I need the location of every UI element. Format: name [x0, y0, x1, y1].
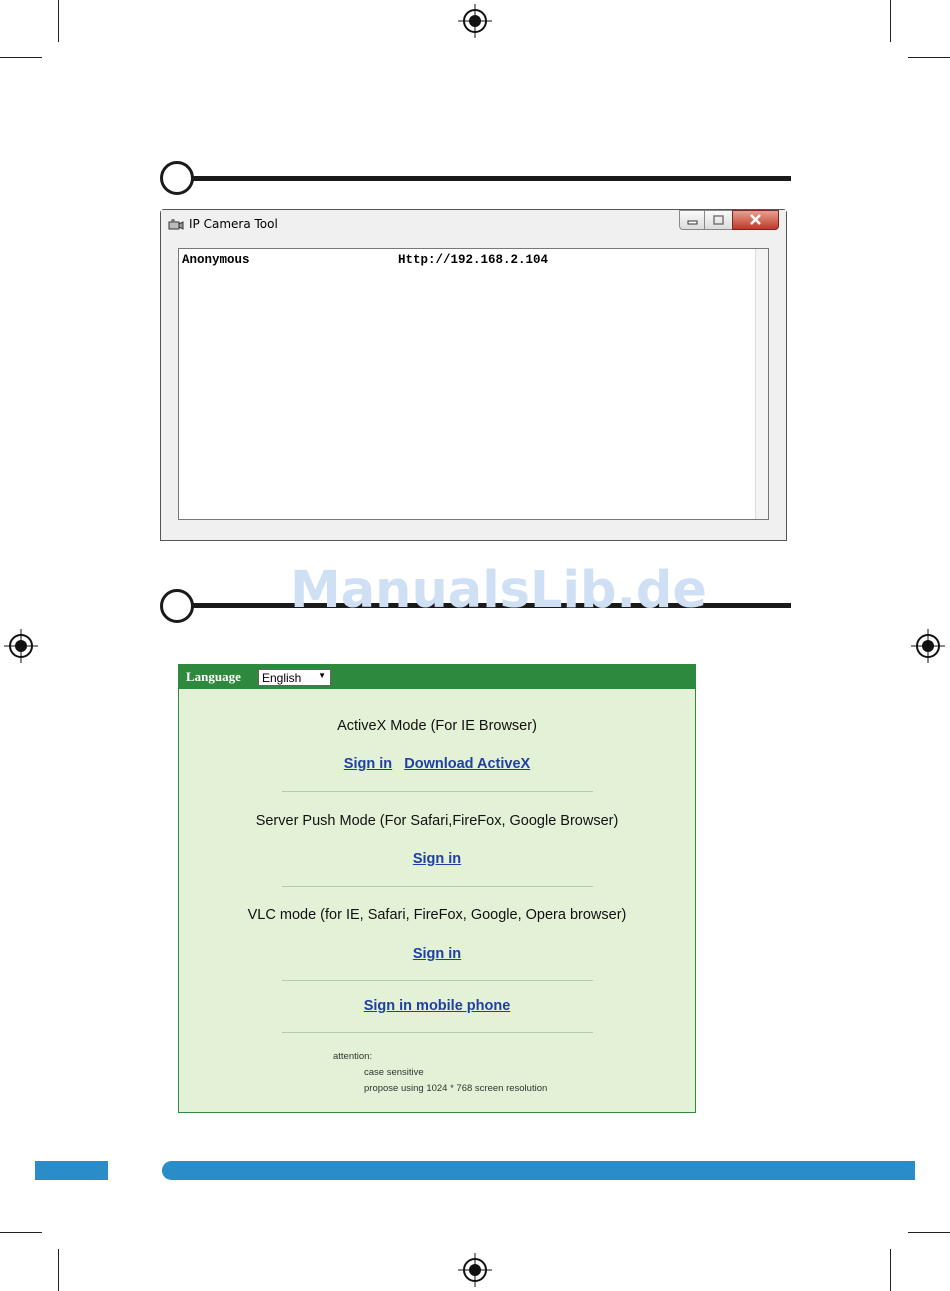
- crop-mark: [58, 1249, 59, 1291]
- mobile-sign-in-link[interactable]: Sign in mobile phone: [363, 998, 511, 1014]
- download-activex-link[interactable]: Download ActiveX: [404, 756, 531, 772]
- ip-camera-tool-window: [160, 209, 787, 541]
- crop-mark: [58, 0, 59, 42]
- language-label: Language: [186, 669, 241, 684]
- activex-sign-in-link[interactable]: Sign in: [343, 756, 393, 772]
- web-login-panel: [178, 664, 696, 1113]
- crop-mark: [890, 1249, 891, 1291]
- section-divider: [282, 886, 593, 887]
- registration-mark-icon: [458, 4, 492, 38]
- attention-item: case sensitive: [364, 1067, 424, 1078]
- crop-mark: [0, 1232, 42, 1233]
- close-icon: [733, 211, 778, 229]
- crop-mark: [908, 57, 950, 58]
- server-push-heading: Server Push Mode (For Safari,FireFox, Google Browser): [255, 813, 619, 829]
- list-edge: [755, 249, 768, 519]
- watermark: ManualsLib.de: [290, 561, 707, 620]
- section-divider: [282, 791, 593, 792]
- crop-mark: [908, 1232, 950, 1233]
- section-divider: [282, 980, 593, 981]
- language-select[interactable]: [258, 669, 331, 686]
- language-value: English: [262, 671, 302, 685]
- attention-item: propose using 1024 * 768 screen resolution: [364, 1083, 548, 1094]
- camera-list[interactable]: [178, 248, 769, 520]
- minimize-icon: [680, 211, 704, 229]
- camera-name: Anonymous: [182, 253, 250, 267]
- vlc-links: [179, 946, 695, 962]
- footer-bar-right: [162, 1161, 915, 1180]
- vlc-mode-heading: VLC mode (for IE, Safari, FireFox, Google, Opera browser): [247, 907, 627, 923]
- window-titlebar[interactable]: [161, 210, 786, 240]
- step-number-circle: [160, 161, 194, 195]
- language-bar: [179, 665, 695, 689]
- chevron-down-icon: ▼: [318, 671, 326, 680]
- vlc-sign-in-link[interactable]: Sign in: [412, 946, 462, 962]
- section-divider: [282, 1032, 593, 1033]
- maximize-icon: [705, 211, 732, 229]
- server-push-links: [179, 851, 695, 867]
- window-title: IP Camera Tool: [189, 217, 278, 231]
- camera-icon: [168, 218, 184, 232]
- maximize-button[interactable]: [704, 210, 733, 230]
- step-number-circle: [160, 589, 194, 623]
- section-rule: [190, 176, 791, 181]
- crop-mark: [0, 57, 42, 58]
- activex-links: [179, 756, 695, 772]
- registration-mark-icon: [4, 629, 38, 663]
- crop-mark: [890, 0, 891, 42]
- server-push-sign-in-link[interactable]: Sign in: [412, 851, 462, 867]
- close-button[interactable]: [732, 210, 779, 230]
- attention-label: attention:: [333, 1051, 373, 1062]
- registration-mark-icon: [911, 629, 945, 663]
- mobile-links: [179, 998, 695, 1014]
- camera-address: Http://192.168.2.104: [398, 253, 549, 267]
- registration-mark-icon: [458, 1253, 492, 1287]
- minimize-button[interactable]: [679, 210, 705, 230]
- footer-bar-left: [35, 1161, 108, 1180]
- activex-mode-heading: ActiveX Mode (For IE Browser): [337, 718, 537, 734]
